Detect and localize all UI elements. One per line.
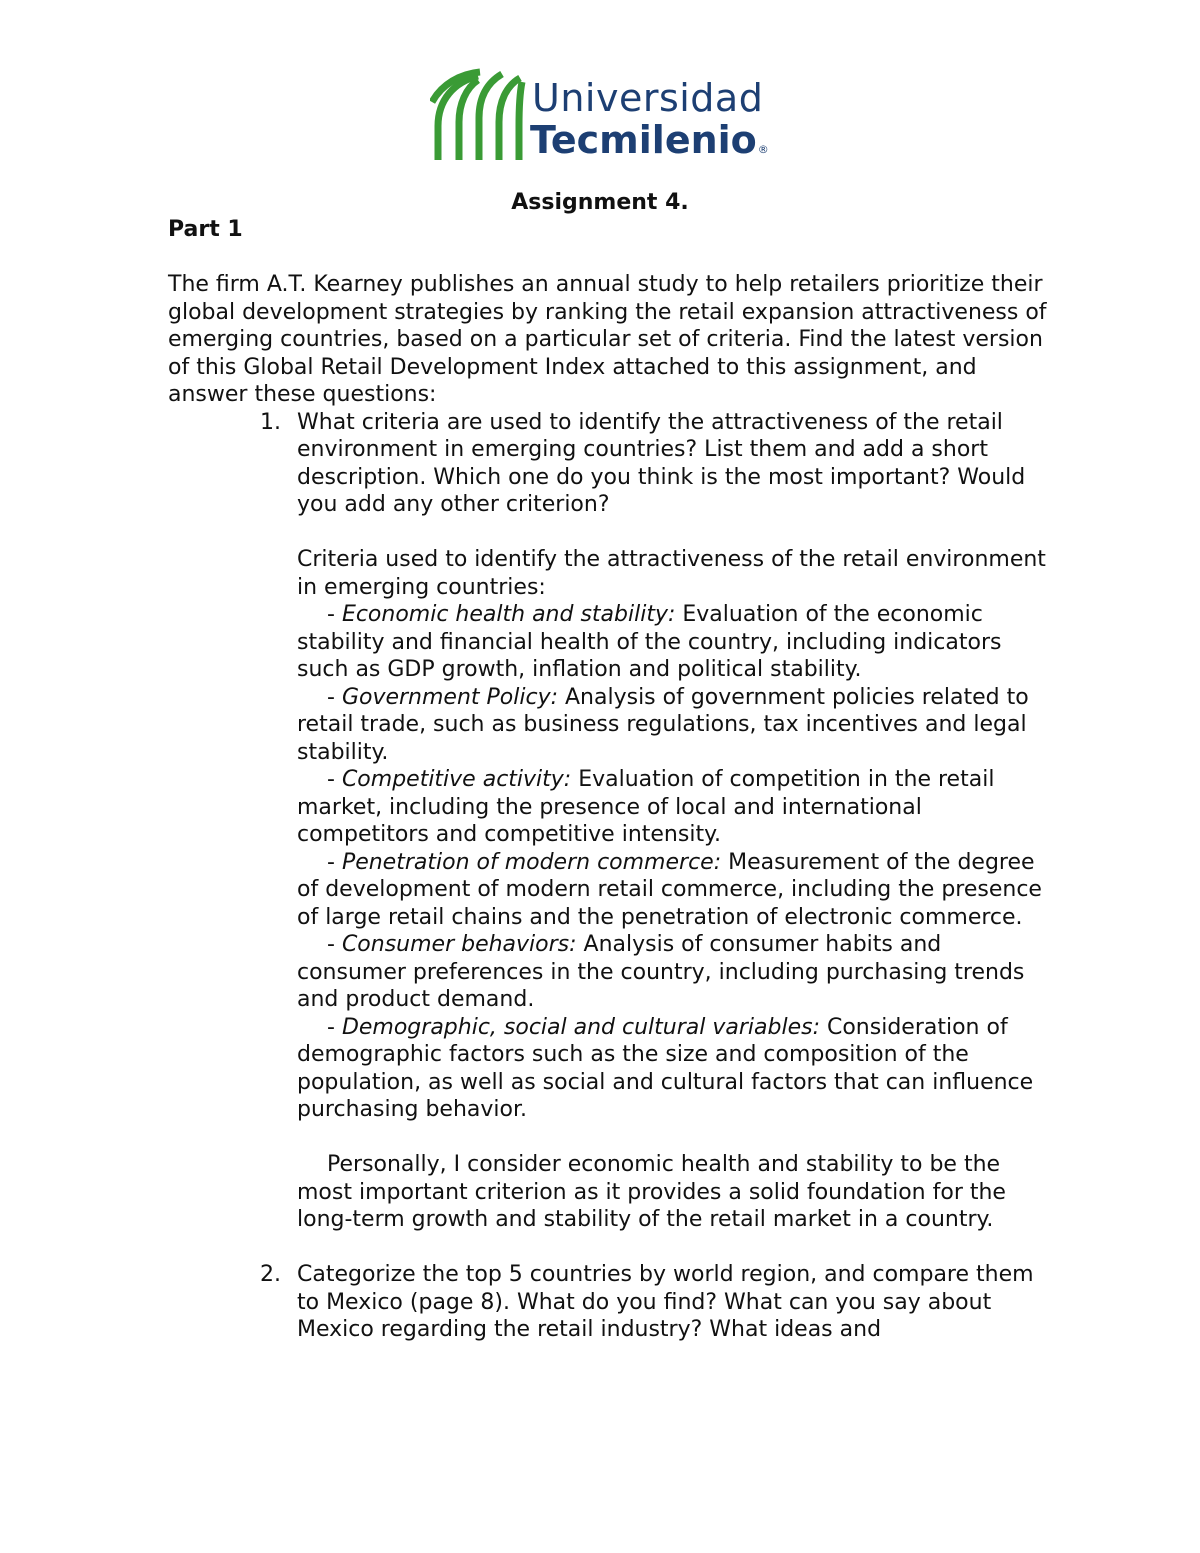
intro-paragraph: The firm A.T. Kearney publishes an annual study to help retailers prioritize their global development strategies by ranking the retail expansion attractiveness of emerging countries, based on a particular set of criteria. Find the latest version of this Global Retail Development Index attached to this assignment, and answer these questions: [168, 272, 1047, 407]
criterion-name: Competitive activity: [341, 767, 572, 792]
opinion-paragraph: Personally, I consider economic health and stability to be the most important criterion as it provides a solid foundation for the long-term growth and stability of the retail market in a country. [297, 1152, 1006, 1232]
logo-universidad-text: Universidad [532, 76, 764, 120]
criterion-name: Consumer behaviors: [341, 932, 577, 957]
question-number: 1. [260, 409, 281, 435]
criterion-name: Economic health and stability: [341, 602, 676, 627]
question-1 [168, 409, 1048, 519]
logo-tecmilenio-word: Tecmilenio [530, 118, 757, 162]
tecmilenio-arches-icon [430, 68, 526, 164]
criterion-modern-commerce: - Penetration of modern commerce: Measurement of the degree of development of modern retail commerce, including the presence of large retail chains and the penetration of electronic commerce. [297, 849, 1042, 930]
question-2 [168, 1261, 1048, 1344]
criterion-consumer-behaviors: - Consumer behaviors: Analysis of consumer habits and consumer preferences in the country, including purchasing trends and product demand. [297, 932, 1025, 1012]
registered-mark: ® [757, 143, 769, 156]
answer-intro: Criteria used to identify the attractiveness of the retail environment in emerging countries: [297, 547, 1046, 600]
question-number: 2. [260, 1262, 281, 1287]
criterion-description: Analysis of consumer habits and consumer preferences in the country, including purchasing trends and product demand. [297, 932, 1025, 1012]
criterion-name: Demographic, social and cultural variables: [341, 1014, 820, 1040]
spacer [168, 244, 1048, 272]
spacer [168, 1234, 1048, 1262]
criterion-description: Analysis of government policies related to retail trade, such as business regulations, tax incentives and legal stability. [297, 684, 1029, 765]
university-logo [430, 68, 770, 164]
criterion-description: Measurement of the degree of development of modern retail commerce, including the presence of large retail chains and the penetration of electronic commerce. [297, 849, 1042, 930]
spacer [168, 1124, 1048, 1152]
criterion-government-policy: - Government Policy: Analysis of government policies related to retail trade, such as business regulations, tax incentives and legal stability. [297, 684, 1029, 765]
criterion-competitive-activity: - Competitive activity: Evaluation of competition in the retail market, including the presence of local and international competitors and competitive intensity. [297, 767, 995, 847]
criterion-economic-health: - Economic health and stability: Evaluation of the economic stability and financial health of the country, including indicators such as GDP growth, inflation and political stability. [297, 602, 1002, 682]
question-text: Categorize the top 5 countries by world region, and compare them to Mexico (page 8). What do you find? What can you say about Mexico regarding the retail industry? What ideas and [297, 1262, 1034, 1342]
spacer [168, 519, 1048, 547]
criterion-description: Evaluation of competition in the retail market, including the presence of local and international competitors and competitive intensity. [297, 767, 995, 847]
assignment-title: Assignment 4. [511, 190, 689, 215]
criterion-description: Evaluation of the economic stability and financial health of the country, including indicators such as GDP growth, inflation and political stability. [297, 602, 1002, 682]
criterion-name: Government Policy: [341, 684, 558, 710]
criterion-demographic-variables: - Demographic, social and cultural variables: Consideration of demographic factors such as the size and composition of the population, as well as social and cultural factors that can influence purchasing behavior. [297, 1014, 1034, 1122]
part-heading: Part 1 [168, 217, 243, 242]
criterion-description: Consideration of demographic factors such as the size and composition of the population, as well as social and cultural factors that can influence purchasing behavior. [297, 1014, 1034, 1122]
question-text: What criteria are used to identify the attractiveness of the retail environment in emerging countries? List them and add a short description. Which one do you think is the most important? Would you add any other criterion? [297, 409, 1026, 517]
logo-tecmilenio-text [530, 120, 769, 170]
document-body [168, 216, 1048, 1344]
criterion-name: Penetration of modern commerce: [341, 849, 722, 875]
